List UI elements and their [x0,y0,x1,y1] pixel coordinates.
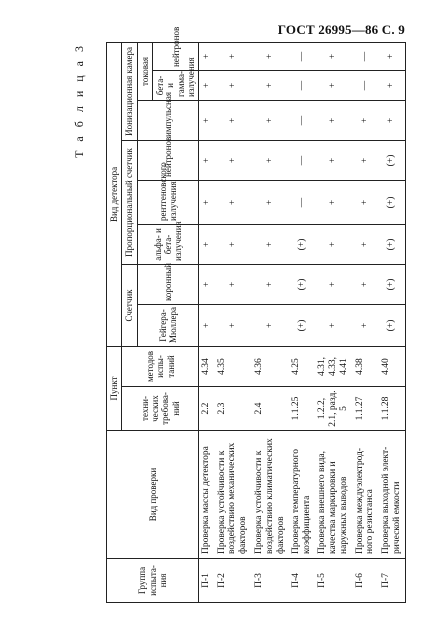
value-cell: + [315,100,352,140]
check-cell: Проверка устойчивости к воздействию климатических факторов [252,431,289,559]
col-group: Группа испыта-ния [107,559,199,603]
check-cell: Проверка выходной элект-рической емкости [379,431,406,559]
methods-cell: 4.34 [199,346,215,386]
value-cell: + [215,264,252,304]
check-cell: Проверка междуэлектрод-ного резистанса [353,431,379,559]
value-cell: + [353,140,379,180]
check-cell: Проверка внешнего вида, качества маркировки и наружных выводов [315,431,352,559]
value-cell: — [289,180,315,224]
value-cell: — [289,100,315,140]
value-cell: + [315,70,352,100]
col-point: Пункт [107,346,122,430]
group-cell: П-5 [315,559,352,603]
col-geiger: Гейгера-Мюллера [137,304,199,346]
value-cell: + [252,180,289,224]
value-cell: + [252,264,289,304]
table-row [199,42,215,602]
value-cell: + [379,100,406,140]
tech-req-cell: 2.4 [252,387,289,431]
value-cell: + [379,42,406,70]
value-cell: + [199,70,215,100]
value-cell: + [353,224,379,264]
value-cell: + [199,180,215,224]
col-pulse: импульсная [137,100,199,140]
value-cell: + [199,42,215,70]
group-cell: П-1 [199,559,215,603]
value-cell: + [252,140,289,180]
col-methods: методов испы-таний [122,346,199,386]
value-cell: + [215,42,252,70]
col-check: Вид проверки [107,431,199,559]
group-cell: П-3 [252,559,289,603]
check-cell: Проверка массы детектора [199,431,215,559]
value-cell: + [215,304,252,346]
value-cell: + [315,140,352,180]
value-cell: (+) [379,264,406,304]
check-cell: Проверка температурного коэффициента [289,431,315,559]
value-cell: + [199,264,215,304]
group-cell: П-7 [379,559,406,603]
value-cell: + [315,304,352,346]
value-cell: + [215,224,252,264]
value-cell: — [353,70,379,100]
col-coronal: коронный [137,264,199,304]
value-cell: (+) [379,304,406,346]
value-cell: (+) [379,140,406,180]
value-cell: + [379,70,406,100]
value-cell: + [353,264,379,304]
col-detector-type: Вид детектора [107,42,122,346]
tech-req-cell: 1.1.25 [289,387,315,431]
col-proportional: Пропорциональный счетчик [122,140,137,264]
check-cell: Проверка устойчивости к воздействию механических факторов [215,431,252,559]
group-cell: П-2 [215,559,252,603]
tech-req-cell: 2.2 [199,387,215,431]
col-neutron-prop: нейтронов [137,140,199,180]
methods-cell: 4.25 [289,346,315,386]
value-cell: + [315,224,352,264]
col-tech-req: техни-ческих требова-ний [122,387,199,431]
value-cell: + [199,304,215,346]
value-cell: (+) [379,180,406,224]
tech-req-cell: 2.3 [215,387,252,431]
page-header: ГОСТ 26995—86 С. 9 [277,22,405,37]
table-row [289,42,315,602]
value-cell: + [252,304,289,346]
methods-cell: 4.38 [353,346,379,386]
table-row [252,42,289,602]
value-cell: + [252,70,289,100]
table-row [353,42,379,602]
value-cell: + [315,264,352,304]
value-cell: + [252,224,289,264]
value-cell: + [252,42,289,70]
value-cell: + [353,100,379,140]
value-cell: — [289,42,315,70]
col-counter: Счетчик [122,264,137,346]
tech-req-cell: 1.2.2, 2.1, разд. 5 [315,387,352,431]
table-caption: Т а б л и ц а 3 [72,43,86,158]
table-row [379,42,406,602]
methods-cell: 4.36 [252,346,289,386]
value-cell: + [199,100,215,140]
col-xray: рентгеновского излучения [137,180,199,224]
value-cell: + [353,180,379,224]
col-current: токовая [137,42,152,100]
value-cell: (+) [289,264,315,304]
value-cell: (+) [379,224,406,264]
group-cell: П-4 [289,559,315,603]
value-cell: + [199,224,215,264]
value-cell: + [252,100,289,140]
col-ion-chamber: Ионизационная камера [122,42,137,140]
col-alpha-beta: альфа- и бета-излучения [137,224,199,264]
table-row [215,42,252,602]
value-cell: + [315,180,352,224]
value-cell: + [353,304,379,346]
methods-cell: 4.35 [215,346,252,386]
value-cell: + [215,180,252,224]
methods-cell: 4.40 [379,346,406,386]
col-beta-gamma: бета- и гамма-излучения [153,70,199,100]
value-cell: + [215,70,252,100]
value-cell: — [353,42,379,70]
value-cell: + [215,140,252,180]
value-cell: + [199,140,215,180]
value-cell: — [289,140,315,180]
tech-req-cell: 1.1.28 [379,387,406,431]
tech-req-cell: 1.1.27 [353,387,379,431]
table-row [315,42,352,602]
value-cell: + [315,42,352,70]
value-cell: + [215,100,252,140]
value-cell: — [289,70,315,100]
methods-cell: 4.31, 4.33, 4.41 [315,346,352,386]
group-cell: П-6 [353,559,379,603]
col-neutron-ion: нейтронов [153,42,199,70]
value-cell: (+) [289,224,315,264]
value-cell: (+) [289,304,315,346]
